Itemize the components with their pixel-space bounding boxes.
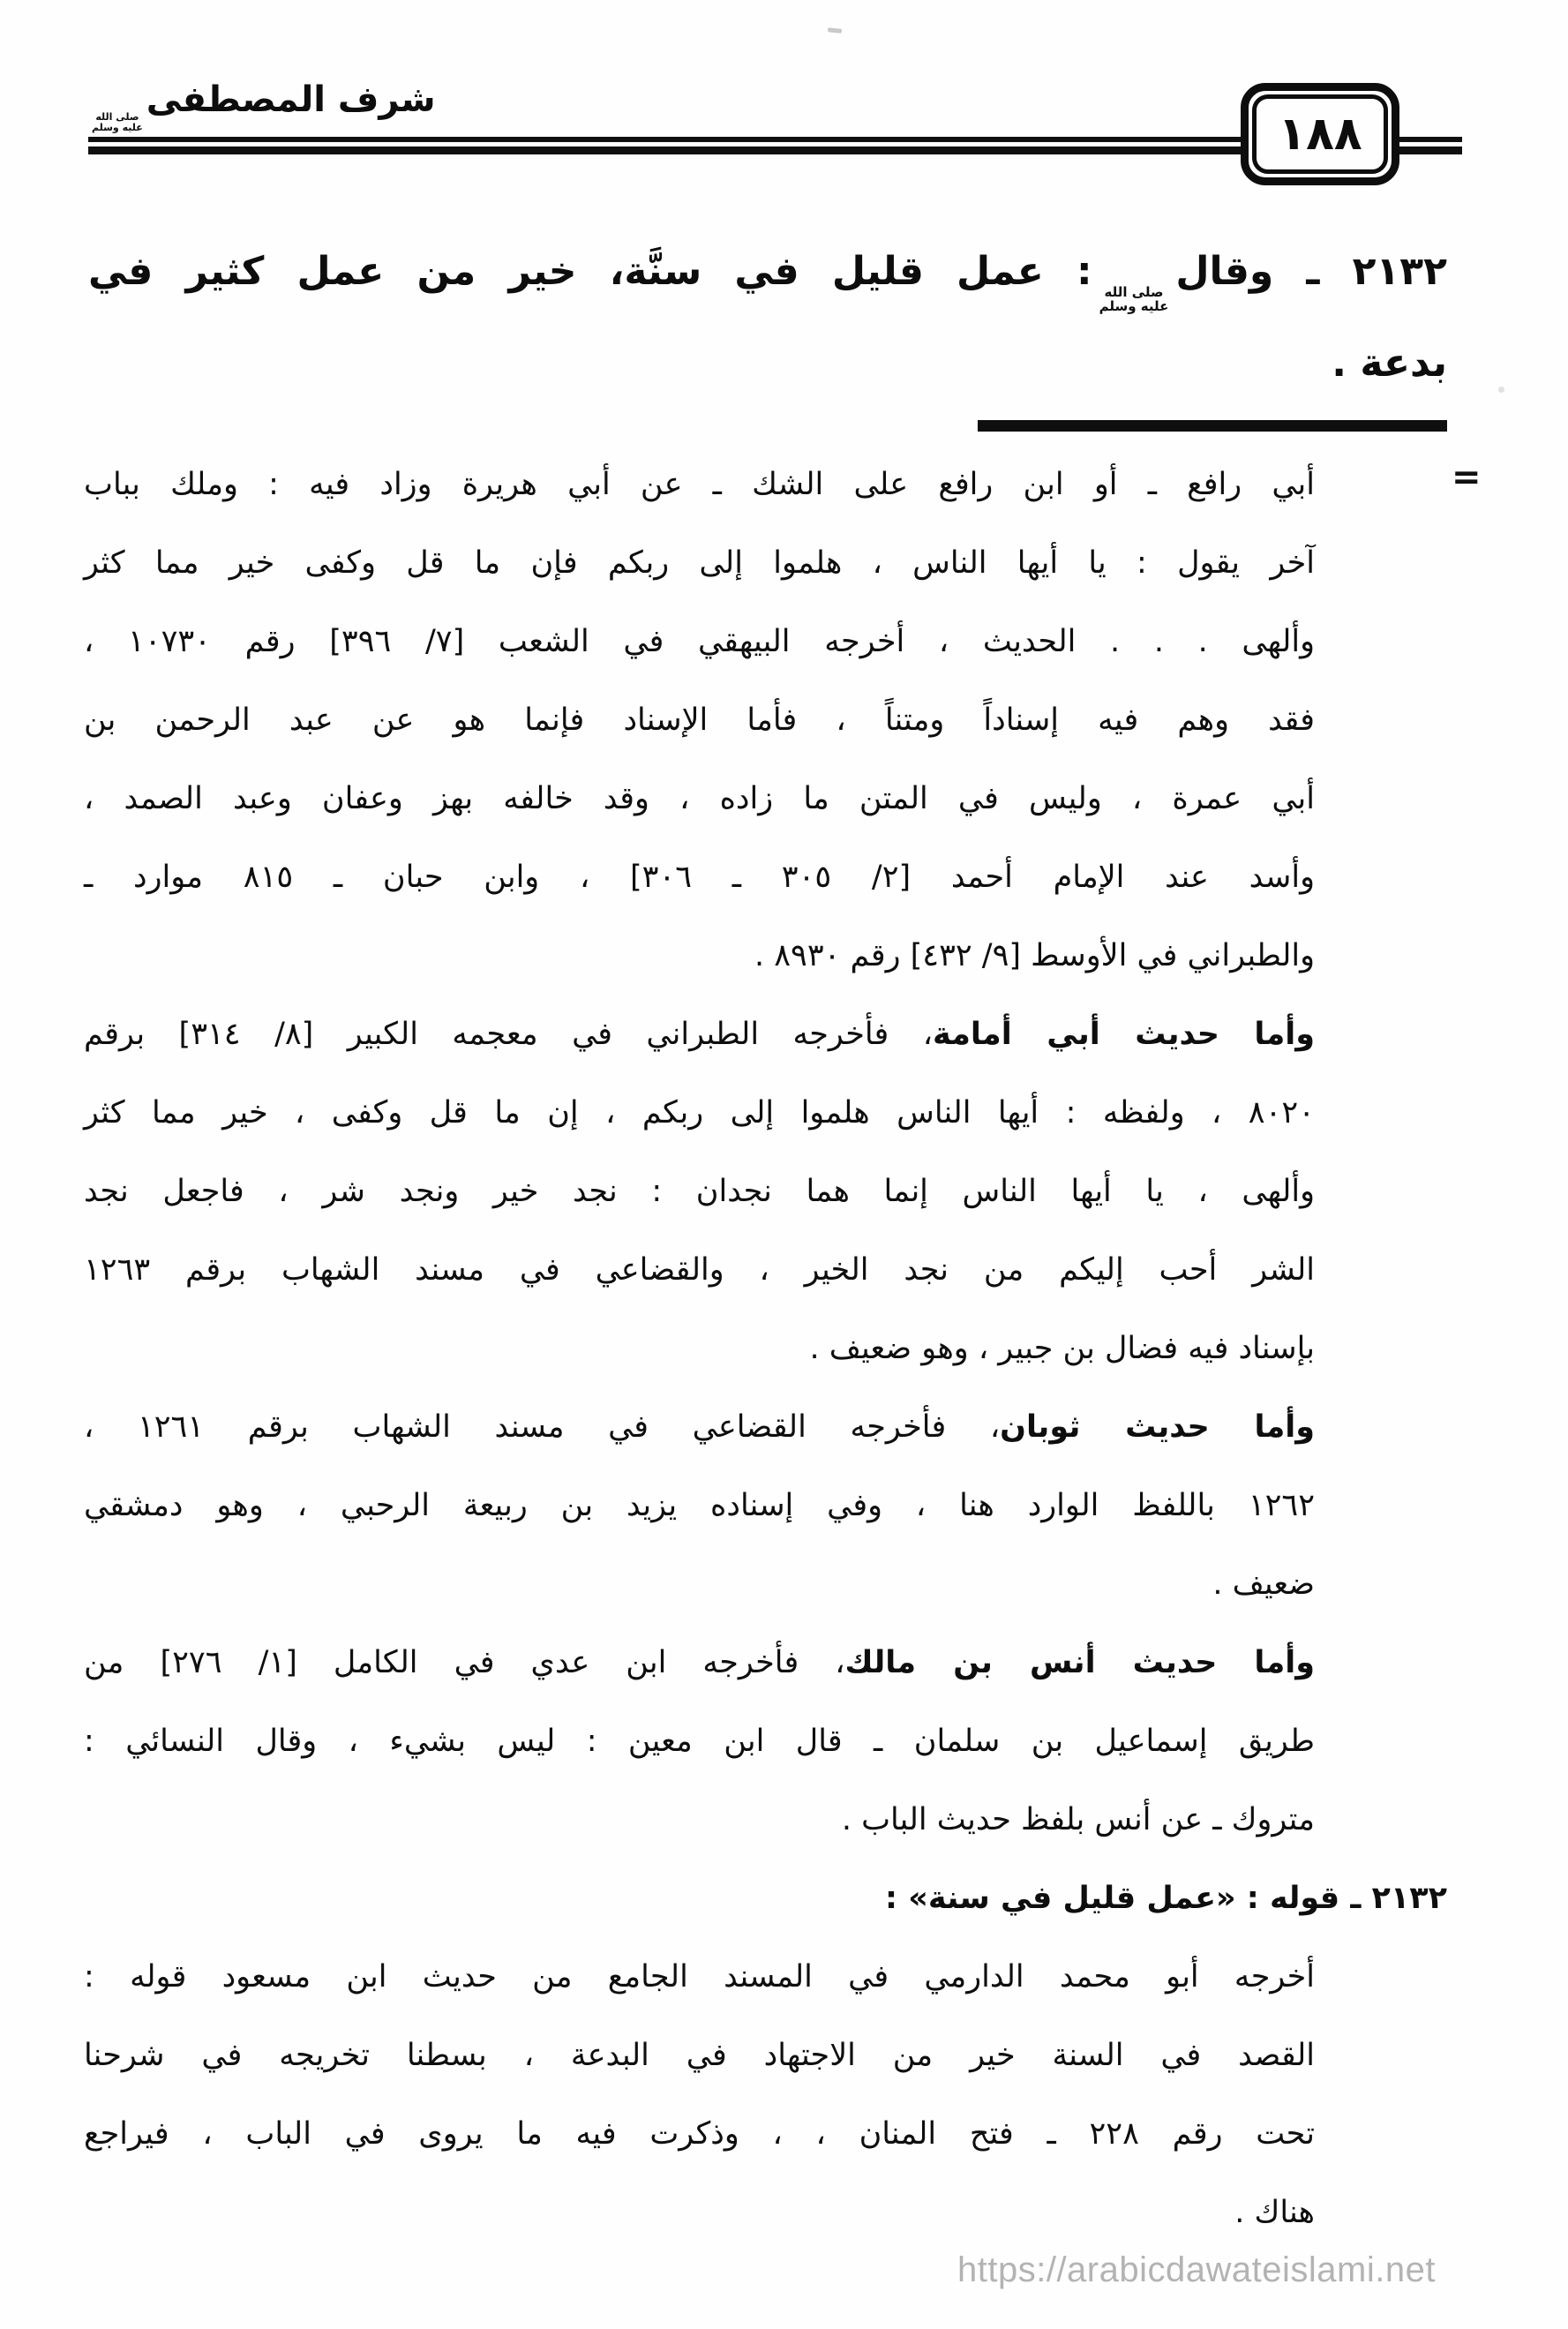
footnote-text: ، فأخرجه ابن عدي في الكامل [١/ ٢٧٦] من — [84, 1645, 845, 1680]
honorific-bottom: عليه وسلم — [1099, 297, 1169, 314]
hadith-text: : عمل قليل في سنَّة، خير من عمل كثير في — [88, 249, 1092, 294]
footnote-line — [84, 1388, 1315, 1467]
hadith-line-2: بدعة . — [1332, 341, 1447, 386]
footnote-line — [84, 1938, 1315, 2017]
honorific-saw-icon — [92, 112, 143, 132]
footnote-line — [84, 681, 1315, 760]
watermark-url: https://arabicdawateislami.net — [957, 2250, 1436, 2289]
footnote-separator — [978, 420, 1447, 432]
scan-artifact — [1498, 387, 1504, 393]
footnote-line — [84, 1702, 1315, 1781]
footnote-text: وألهى . . . الحديث ، أخرجه البيهقي في الشعب [٧/ ٣٩٦] رقم ١٠٧٣٠ ، — [84, 624, 1316, 659]
honorific-top: صلى الله — [95, 111, 139, 123]
footnote-text: وأسد عند الإمام أحمد [٢/ ٣٠٥ ـ ٣٠٦] ، وابن حبان ـ ٨١٥ موارد ـ — [84, 860, 1315, 895]
footnote-line — [84, 838, 1315, 917]
footnote-line — [84, 1781, 1315, 1859]
page-number: ١٨٨ — [1252, 94, 1388, 174]
footnote-text: هناك . — [1234, 2195, 1315, 2230]
footnote-text: متروك ـ عن أنس بلفظ حديث الباب . — [841, 1802, 1315, 1837]
hadith-paragraph — [88, 226, 1447, 409]
book-title-text: شرف المصطفى — [146, 79, 436, 120]
honorific-top: صلى الله — [1104, 284, 1164, 300]
footnote-text: فقد وهم فيه إسناداً ومتناً ، فأما الإسناد فإنما هو عن عبد الرحمن بن — [84, 702, 1315, 738]
hadith-line-1 — [88, 226, 1447, 318]
footnote-text: ٨٠٢٠ ، ولفظه : أيها الناس هلموا إلى ربكم ، إن ما قل وكفى ، خير مما كثر — [84, 1095, 1315, 1131]
footnote-text: ١٢٦٢ باللفظ الوارد هنا ، وفي إسناده يزيد بن ربيعة الرحبي ، وهو دمشقي — [84, 1488, 1315, 1523]
footnote-line — [84, 1545, 1315, 1624]
footnote-line — [84, 1624, 1315, 1702]
footnote-line — [84, 917, 1315, 995]
hadith-number-and-intro: ٢١٣٢ ـ وقال — [1175, 249, 1447, 294]
footnote-line — [84, 1231, 1315, 1310]
footnote-text: تحت رقم ٢٢٨ ـ فتح المنان ، ، وذكرت فيه ما يروى في الباب ، فيراجع — [84, 2116, 1315, 2152]
footnote-text: والطبراني في الأوسط [٩/ ٤٣٢] رقم ٨٩٣٠ . — [754, 938, 1315, 973]
footnote-text: أخرجه أبو محمد الدارمي في المسند الجامع من حديث ابن مسعود قوله : — [84, 1959, 1315, 1995]
page-number-badge — [1241, 83, 1399, 185]
footnote-text: أبي رافع ـ أو ابن رافع على الشك ـ عن أبي هريرة وزاد فيه : وملك بباب — [84, 467, 1315, 502]
footnote-text: الشر أحب إليكم من نجد الخير ، والقضاعي في مسند الشهاب برقم ١٢٦٣ — [84, 1252, 1315, 1288]
footnote-line — [84, 2017, 1315, 2095]
footnote-text: وألهى ، يا أيها الناس إنما هما نجدان : نجد خير ونجد شر ، فاجعل نجد — [84, 1174, 1315, 1209]
footnote-line — [84, 446, 1315, 524]
footnote-text: طريق إسماعيل بن سلمان ـ قال ابن معين : ليس بشيء ، وقال النسائي : — [84, 1724, 1315, 1759]
footnote-lead: وأما حديث أنس بن مالك — [844, 1645, 1315, 1680]
honorific-bottom: عليه وسلم — [92, 121, 143, 133]
book-title — [88, 79, 436, 132]
scan-artifact — [828, 27, 842, 34]
footnote-line — [84, 2095, 1315, 2174]
footnote-line — [84, 1074, 1315, 1153]
footnote-line — [84, 760, 1315, 838]
footnote-text: بإسناد فيه فضال بن جبير ، وهو ضعيف . — [809, 1331, 1315, 1366]
footnote-text: ، فأخرجه الطبراني في معجمه الكبير [٨/ ٣١٤] برقم — [84, 1017, 933, 1052]
footnote-line — [84, 1467, 1315, 1545]
footnote-lead: وأما حديث ثوبان — [1000, 1409, 1316, 1445]
footnote-line — [84, 1859, 1447, 1938]
footnote-line — [84, 1310, 1315, 1388]
footnote-line — [84, 603, 1315, 681]
footnote-block — [84, 446, 1447, 2252]
footnote-line — [84, 1153, 1315, 1231]
footnote-line — [84, 524, 1315, 603]
honorific-saw-icon — [1099, 286, 1169, 314]
footnote-text: ، فأخرجه القضاعي في مسند الشهاب برقم ١٢٦١ ، — [84, 1409, 1001, 1445]
footnote-text: ٢١٣٢ ـ قوله : «عمل قليل في سنة» : — [885, 1881, 1447, 1916]
footnote-lead: وأما حديث أبي أمامة — [933, 1017, 1316, 1052]
footnote-continuation-mark: = — [1452, 457, 1482, 498]
footnote-text: القصد في السنة خير من الاجتهاد في البدعة ، بسطنا تخريجه في شرحنا — [84, 2038, 1315, 2073]
footnote-line — [84, 2174, 1315, 2252]
footnote-text: آخر يقول : يا أيها الناس ، هلموا إلى ربكم فإن ما قل وكفى خير مما كثر — [84, 545, 1315, 581]
footnote-text: ضعيف . — [1212, 1566, 1315, 1602]
footnote-text: أبي عمرة ، وليس في المتن ما زاده ، وقد خالفه بهز وعفان وعبد الصمد ، — [84, 781, 1315, 816]
footnote-line — [84, 995, 1315, 1074]
